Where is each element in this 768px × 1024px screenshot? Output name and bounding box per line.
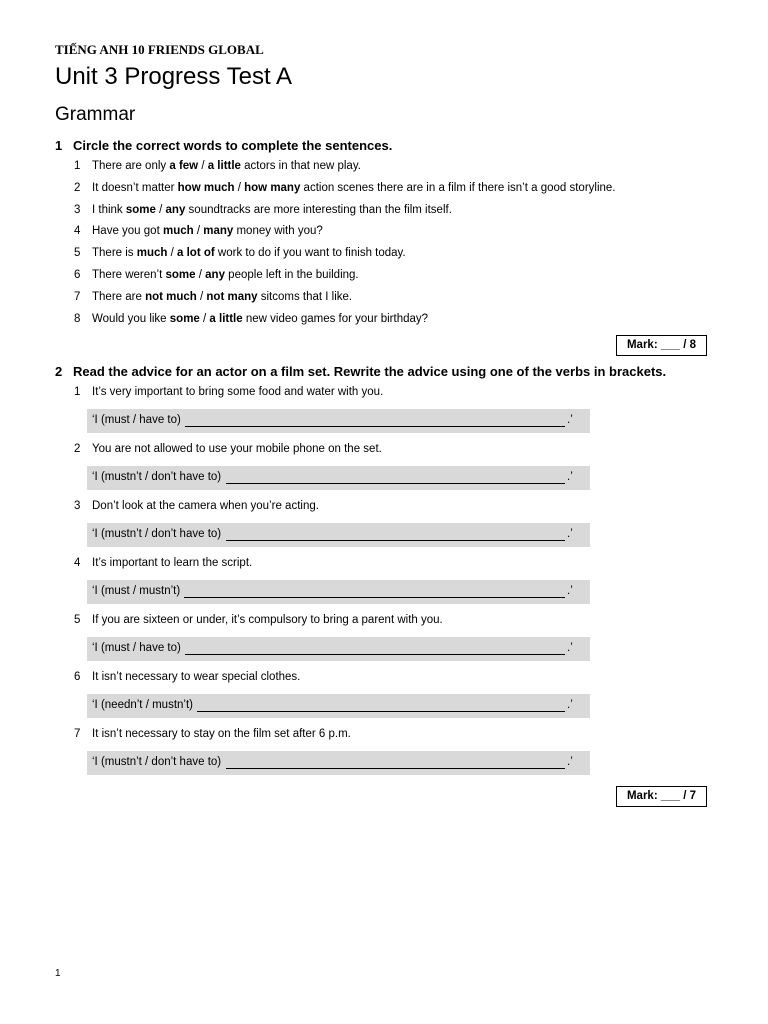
exercise-1-mark-box[interactable]: Mark: ___ / 8 <box>616 335 707 356</box>
option-b[interactable]: a lot of <box>177 247 215 259</box>
answer-prompt: ‘I (mustn’t / don’t have to) <box>92 756 222 768</box>
exercise-1-item <box>74 269 359 281</box>
exercise-number: 1 <box>55 138 63 153</box>
option-b[interactable]: a little <box>207 160 241 172</box>
answer-end: .’ <box>567 528 573 540</box>
exercise-2-item <box>74 728 351 740</box>
answer-line[interactable] <box>185 654 565 655</box>
option-separator: / <box>193 225 204 237</box>
option-a[interactable]: much <box>162 225 194 237</box>
exercise-1-item <box>74 247 406 259</box>
item-text: It isn’t necessary to stay on the film set after 6 p.m. <box>92 728 351 740</box>
item-text: If you are sixteen or under, it’s compulsory to bring a parent with you. <box>92 614 443 626</box>
answer-prompt: ‘I (must / mustn’t) <box>92 585 181 597</box>
option-a[interactable]: how much <box>177 182 235 194</box>
item-number: 4 <box>74 557 81 569</box>
answer-prompt: ‘I (mustn’t / don’t have to) <box>92 528 222 540</box>
option-separator: / <box>167 247 178 259</box>
item-text-pre: There is <box>92 247 137 259</box>
option-separator: / <box>198 160 208 172</box>
item-number: 1 <box>74 386 81 398</box>
answer-end: .’ <box>567 699 573 711</box>
option-b[interactable]: many <box>203 225 234 237</box>
item-text: It isn’t necessary to wear special clothes. <box>92 671 301 683</box>
answer-box <box>87 466 590 490</box>
answer-box <box>87 523 590 547</box>
answer-end: .’ <box>567 414 573 426</box>
item-text-post: sitcoms that I like. <box>257 291 353 303</box>
exercise-2-item <box>74 500 319 512</box>
item-text: It’s very important to bring some food and water with you. <box>92 386 384 398</box>
item-text-post: people left in the building. <box>224 269 359 281</box>
option-a[interactable]: much <box>136 247 168 259</box>
exercise-2-item <box>74 386 383 398</box>
exercise-2-mark-box[interactable]: Mark: ___ / 7 <box>616 786 707 807</box>
answer-end: .’ <box>567 471 573 483</box>
option-b[interactable]: any <box>165 204 186 216</box>
exercise-1-item <box>74 313 428 325</box>
exercise-instruction: Read the advice for an actor on a film set. Rewrite the advice using one of the verbs in brackets. <box>73 364 667 379</box>
option-a[interactable]: some <box>125 204 156 216</box>
answer-line[interactable] <box>197 711 565 712</box>
answer-end: .’ <box>567 756 573 768</box>
exercise-1-item <box>74 291 352 303</box>
item-number: 7 <box>74 291 81 303</box>
item-text-pre: There are <box>92 291 146 303</box>
answer-prompt: ‘I (must / have to) <box>92 642 181 654</box>
answer-box <box>87 409 590 433</box>
exercise-1-item <box>74 204 452 216</box>
answer-line[interactable] <box>226 483 565 484</box>
item-text: Don’t look at the camera when you’re acting. <box>92 500 319 512</box>
item-text-post: new video games for your birthday? <box>242 313 429 325</box>
option-separator: / <box>155 204 166 216</box>
answer-line[interactable] <box>226 768 565 769</box>
section-title: Grammar <box>55 104 136 125</box>
exercise-1-heading <box>55 138 392 153</box>
exercise-number: 2 <box>55 364 63 379</box>
option-b[interactable]: how many <box>244 182 301 194</box>
page-number: 1 <box>55 968 61 979</box>
option-a[interactable]: a few <box>169 160 199 172</box>
option-separator: / <box>199 313 210 325</box>
item-number: 5 <box>74 247 81 259</box>
item-number: 7 <box>74 728 81 740</box>
answer-box <box>87 580 590 604</box>
option-a[interactable]: some <box>165 269 196 281</box>
item-text-pre: Have you got <box>92 225 163 237</box>
item-number: 3 <box>74 500 81 512</box>
answer-box <box>87 694 590 718</box>
item-text-post: actors in that new play. <box>240 160 361 172</box>
answer-box <box>87 637 590 661</box>
item-text: It’s important to learn the script. <box>92 557 253 569</box>
answer-prompt: ‘I (needn’t / mustn’t) <box>92 699 193 711</box>
answer-end: .’ <box>567 642 573 654</box>
item-number: 8 <box>74 313 81 325</box>
item-text-pre: There weren’t <box>92 269 166 281</box>
item-number: 3 <box>74 204 81 216</box>
exercise-2-item <box>74 557 252 569</box>
item-text: You are not allowed to use your mobile phone on the set. <box>92 443 382 455</box>
item-text-pre: It doesn’t matter <box>92 182 178 194</box>
answer-line[interactable] <box>185 426 565 427</box>
exercise-2-item <box>74 671 300 683</box>
answer-box <box>87 751 590 775</box>
answer-end: .’ <box>567 585 573 597</box>
exercise-2-heading <box>55 364 666 379</box>
answer-line[interactable] <box>226 540 565 541</box>
item-number: 6 <box>74 269 81 281</box>
answer-prompt: ‘I (mustn’t / don’t have to) <box>92 471 222 483</box>
option-b[interactable]: not many <box>206 291 258 303</box>
option-b[interactable]: any <box>205 269 225 281</box>
item-number: 5 <box>74 614 81 626</box>
option-separator: / <box>196 291 207 303</box>
item-text-pre: Would you like <box>92 313 170 325</box>
exercise-1-item <box>74 160 361 172</box>
exercise-instruction: Circle the correct words to complete the sentences. <box>73 138 393 153</box>
answer-line[interactable] <box>184 597 565 598</box>
option-separator: / <box>234 182 245 194</box>
answer-prompt: ‘I (must / have to) <box>92 414 181 426</box>
document-header: TIẾNG ANH 10 FRIENDS GLOBAL <box>55 42 264 57</box>
item-text-post: soundtracks are more interesting than the film itself. <box>185 204 452 216</box>
item-number: 1 <box>74 160 81 172</box>
item-number: 2 <box>74 443 81 455</box>
exercise-1-item <box>74 225 323 237</box>
option-separator: / <box>195 269 206 281</box>
item-number: 2 <box>74 182 81 194</box>
item-number: 4 <box>74 225 81 237</box>
item-text-pre: I think <box>92 204 126 216</box>
option-a[interactable]: some <box>169 313 200 325</box>
exercise-2-item <box>74 443 382 455</box>
item-text-pre: There are only <box>92 160 170 172</box>
page-title: Unit 3 Progress Test A <box>55 63 292 90</box>
exercise-1-item <box>74 182 616 194</box>
exercise-2-item <box>74 614 443 626</box>
option-b[interactable]: a little <box>209 313 243 325</box>
item-number: 6 <box>74 671 81 683</box>
item-text-post: work to do if you want to finish today. <box>214 247 406 259</box>
item-text-post: money with you? <box>233 225 323 237</box>
option-a[interactable]: not much <box>145 291 197 303</box>
item-text-post: action scenes there are in a film if there isn’t a good storyline. <box>300 182 616 194</box>
